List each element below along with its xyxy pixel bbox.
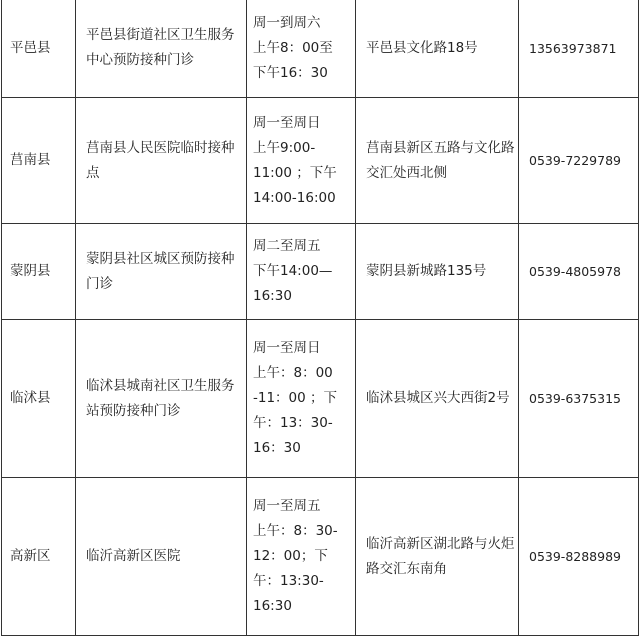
- address-cell: 莒南县新区五路与文化路交汇处西北侧: [356, 98, 519, 224]
- site-cell: 临沂高新区医院: [76, 478, 247, 636]
- hours-cell: 周一至周日 上午：8：00 -11：00 ；下 午：13：30- 16：30: [247, 320, 356, 478]
- hours-cell: 周二至周五 下午14:00— 16:30: [247, 224, 356, 320]
- site-cell: 蒙阴县社区城区预防接种门诊: [76, 224, 247, 320]
- phone-cell: 0539-4805978: [519, 224, 639, 320]
- address-cell: 平邑县文化路18号: [356, 0, 519, 98]
- hours-cell: 周一至周五 上午：8：30- 12：00；下 午：13:30- 16:30: [247, 478, 356, 636]
- county-cell: 蒙阴县: [2, 224, 76, 320]
- table-row: [2, 0, 639, 98]
- site-cell: 临沭县城南社区卫生服务站预防接种门诊: [76, 320, 247, 478]
- table-row: [2, 224, 639, 320]
- hours-cell: 周一至周日 上午9:00- 11:00 ；下午 14:00-16:00: [247, 98, 356, 224]
- site-cell: 莒南县人民医院临时接种点: [76, 98, 247, 224]
- address-cell: 蒙阴县新城路135号: [356, 224, 519, 320]
- county-cell: 临沭县: [2, 320, 76, 478]
- county-cell: 平邑县: [2, 0, 76, 98]
- hours-cell: 周一到周六 上午8：00至 下午16：30: [247, 0, 356, 98]
- address-cell: 临沂高新区湖北路与火炬路交汇东南角: [356, 478, 519, 636]
- phone-cell: 0539-6375315: [519, 320, 639, 478]
- site-cell: 平邑县街道社区卫生服务中心预防接种门诊: [76, 0, 247, 98]
- phone-cell: 13563973871: [519, 0, 639, 98]
- county-cell: 莒南县: [2, 98, 76, 224]
- phone-cell: 0539-8288989: [519, 478, 639, 636]
- phone-cell: 0539-7229789: [519, 98, 639, 224]
- table-row: [2, 320, 639, 478]
- county-cell: 高新区: [2, 478, 76, 636]
- vaccination-sites-table: [1, 0, 639, 636]
- table-row: [2, 478, 639, 636]
- table-row: [2, 98, 639, 224]
- address-cell: 临沭县城区兴大西街2号: [356, 320, 519, 478]
